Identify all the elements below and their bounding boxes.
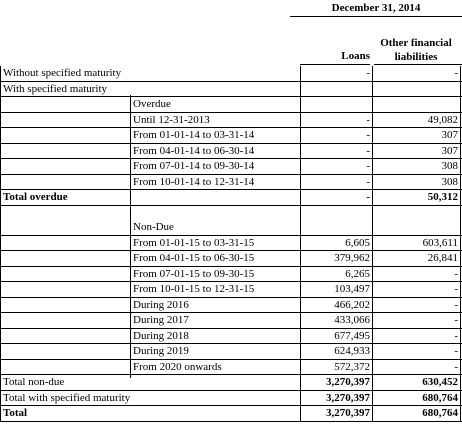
- loans-value: 677,495: [334, 329, 370, 342]
- row-label: Total: [3, 407, 28, 419]
- loans-value: 433,066: [334, 314, 370, 326]
- table-row: [0, 236, 462, 252]
- table-row: [0, 175, 462, 191]
- table-row: [0, 66, 462, 82]
- loans-value: -: [366, 191, 370, 203]
- table-row: [0, 375, 462, 391]
- table-row: [0, 190, 462, 206]
- loans-value: 6,605: [345, 236, 370, 249]
- table-row: [0, 267, 462, 283]
- row-label: From 10-01-14 to 12-31-14: [133, 175, 255, 188]
- row-label: From 01-01-14 to 03-31-14: [133, 129, 255, 141]
- table-row: [0, 82, 462, 98]
- loans-value: -: [366, 175, 370, 188]
- table-row: [0, 298, 462, 314]
- other-liabilities-value: -: [454, 298, 458, 311]
- column-header-underline-loans: [300, 64, 370, 65]
- row-label: Non-Due: [133, 221, 174, 233]
- table-row: [0, 159, 462, 175]
- table-row: [0, 220, 462, 236]
- loans-value: -: [366, 113, 370, 126]
- row-label: Overdue: [133, 98, 171, 110]
- row-label: From 07-01-14 to 09-30-14: [133, 160, 255, 172]
- loans-value: 3,270,397: [326, 376, 370, 388]
- row-label: From 2020 onwards: [133, 360, 222, 373]
- row-label: From 04-01-14 to 06-30-14: [133, 144, 255, 157]
- row-label: Total non-due: [3, 376, 65, 388]
- loans-column-divider: [372, 66, 373, 422]
- other-liabilities-value: -: [454, 67, 458, 79]
- column-header-other-financial-liabilities: [372, 36, 460, 64]
- row-label: From 10-01-15 to 12-31-15: [133, 283, 255, 295]
- other-liabilities-value: 50,312: [427, 191, 458, 203]
- other-liabilities-value: -: [454, 314, 458, 326]
- table-row: [0, 329, 462, 345]
- column-header-other-line2: liabilities: [394, 51, 438, 63]
- loans-value: 379,962: [334, 252, 370, 264]
- table-row: [0, 282, 462, 298]
- loans-column-left: [300, 66, 301, 422]
- row-label: Without specified maturity: [3, 67, 122, 79]
- table-row: [0, 406, 462, 422]
- loans-value: 624,933: [334, 345, 370, 357]
- other-liabilities-value: 49,082: [427, 113, 458, 126]
- other-liabilities-value: 603,611: [422, 236, 458, 249]
- loans-value: 6,265: [345, 267, 370, 280]
- row-label: Total overdue: [3, 191, 68, 203]
- other-liabilities-value: -: [454, 329, 458, 342]
- table-row: [0, 113, 462, 129]
- table-row: [0, 206, 462, 221]
- row-label: During 2017: [133, 314, 189, 326]
- other-liabilities-value: -: [454, 283, 458, 295]
- loans-value: 3,270,397: [326, 391, 370, 404]
- row-label: During 2019: [133, 345, 189, 357]
- row-label: Until 12-31-2013: [133, 113, 210, 126]
- loans-value: -: [366, 160, 370, 172]
- table-row: [0, 360, 462, 376]
- other-liabilities-value: 680,764: [422, 391, 458, 404]
- row-label: From 07-01-15 to 09-30-15: [133, 267, 255, 280]
- table-row: [0, 97, 462, 113]
- other-liabilities-value: -: [454, 360, 458, 373]
- other-liabilities-value: 307: [441, 129, 458, 141]
- row-label: During 2016: [133, 298, 189, 311]
- column-header-other-line1: Other financial: [380, 37, 452, 49]
- other-liabilities-value: 307: [441, 144, 458, 157]
- loans-value: 466,202: [334, 298, 370, 311]
- label-column-divider: [130, 95, 131, 378]
- table-row: [0, 251, 462, 267]
- row-label: Total with specified maturity: [3, 391, 131, 404]
- table-right-border: [460, 66, 461, 422]
- column-header-loans: Loans: [341, 50, 370, 62]
- other-liabilities-value: 308: [441, 175, 458, 188]
- other-liabilities-value: 26,841: [427, 252, 458, 264]
- table-row: [0, 144, 462, 160]
- loans-value: -: [366, 129, 370, 141]
- loans-value: 3,270,397: [326, 407, 370, 419]
- table-left-border: [0, 66, 1, 422]
- other-liabilities-value: 680,764: [422, 407, 458, 419]
- header-date: December 31, 2014: [331, 2, 421, 14]
- row-label: From 01-01-15 to 03-31-15: [133, 236, 255, 249]
- loans-value: 103,497: [334, 283, 370, 295]
- row-label: During 2018: [133, 329, 189, 342]
- column-header-underline-other: [374, 64, 462, 65]
- table-row: [0, 313, 462, 329]
- other-liabilities-value: 308: [441, 160, 458, 172]
- loans-value: -: [366, 67, 370, 79]
- header-rule: [290, 16, 462, 17]
- row-label: With specified maturity: [3, 82, 108, 95]
- maturity-table: [0, 66, 462, 422]
- other-liabilities-value: 630,452: [422, 376, 458, 388]
- other-liabilities-value: -: [454, 345, 458, 357]
- table-row: [0, 128, 462, 144]
- loans-value: -: [366, 144, 370, 157]
- other-liabilities-value: -: [454, 267, 458, 280]
- row-label: From 04-01-15 to 06-30-15: [133, 252, 255, 264]
- table-row: [0, 391, 462, 407]
- table-row: [0, 344, 462, 360]
- loans-value: 572,372: [334, 360, 370, 373]
